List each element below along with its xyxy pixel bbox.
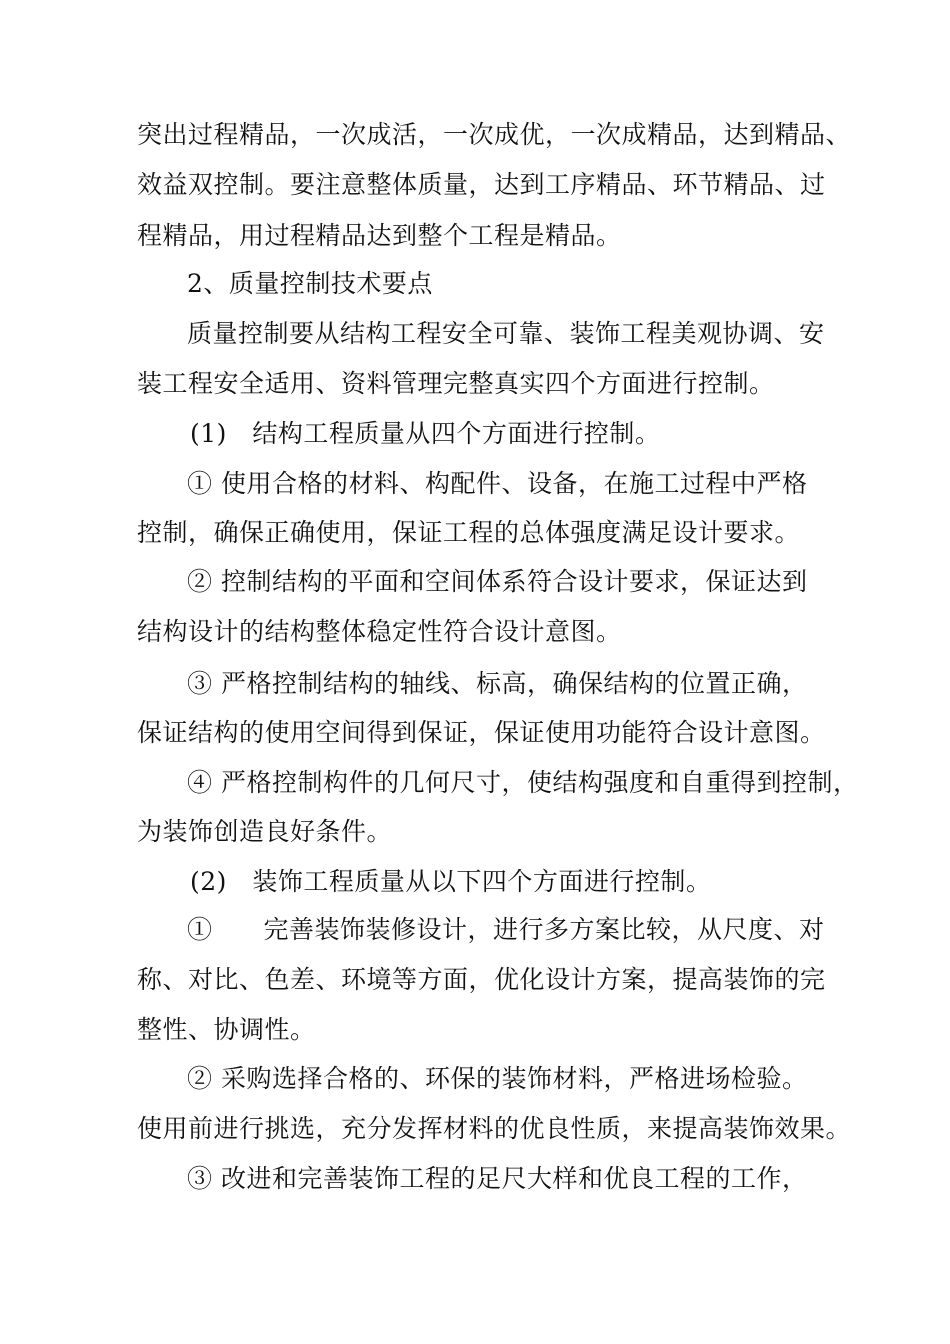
text-line: 结构设计的结构整体稳定性符合设计意图。: [137, 617, 622, 646]
text-line: ③ 严格控制结构的轴线、标高，确保结构的位置正确，: [187, 669, 808, 698]
text-line: 质量控制要从结构工程安全可靠、装饰工程美观协调、安: [187, 319, 825, 348]
subsection-heading: (1) 结构工程质量从四个方面进行控制。: [190, 419, 661, 448]
text-line: 为装饰创造良好条件。: [137, 817, 393, 846]
text-line: 称、对比、色差、环境等方面，优化设计方案，提高装饰的完: [137, 965, 826, 994]
text-line: 控制，确保正确使用，保证工程的总体强度满足设计要求。: [137, 518, 801, 547]
text-line: 保证结构的使用空间得到保证，保证使用功能符合设计意图。: [137, 718, 826, 747]
text-line: 使用前进行挑选，充分发挥材料的优良性质，来提高装饰效果。: [137, 1114, 852, 1143]
text-line: ③ 改进和完善装饰工程的足尺大样和优良工程的工作，: [187, 1164, 808, 1193]
text-line: ① 使用合格的材料、构配件、设备，在施工过程中严格: [187, 469, 808, 498]
text-line: ② 控制结构的平面和空间体系符合设计要求，保证达到: [187, 567, 808, 596]
subsection-heading: (2) 装饰工程质量从以下四个方面进行控制。: [190, 867, 712, 896]
text-line: 装工程安全适用、资料管理完整真实四个方面进行控制。: [137, 369, 775, 398]
text-line: ② 采购选择合格的、环保的装饰材料，严格进场检验。: [187, 1064, 808, 1093]
text-line: 程精品，用过程精品达到整个工程是精品。: [137, 221, 622, 250]
section-heading: 2、质量控制技术要点: [187, 269, 433, 298]
text-line: 整性、协调性。: [137, 1015, 316, 1044]
text-line: ④ 严格控制构件的几何尺寸，使结构强度和自重得到控制，: [187, 768, 859, 797]
text-line: 突出过程精品，一次成活，一次成优，一次成精品，达到精品、: [137, 120, 852, 149]
text-line: ① 完善装饰装修设计，进行多方案比较，从尺度、对: [187, 915, 825, 944]
text-line: 效益双控制。要注意整体质量，达到工序精品、环节精品、过: [137, 170, 826, 199]
